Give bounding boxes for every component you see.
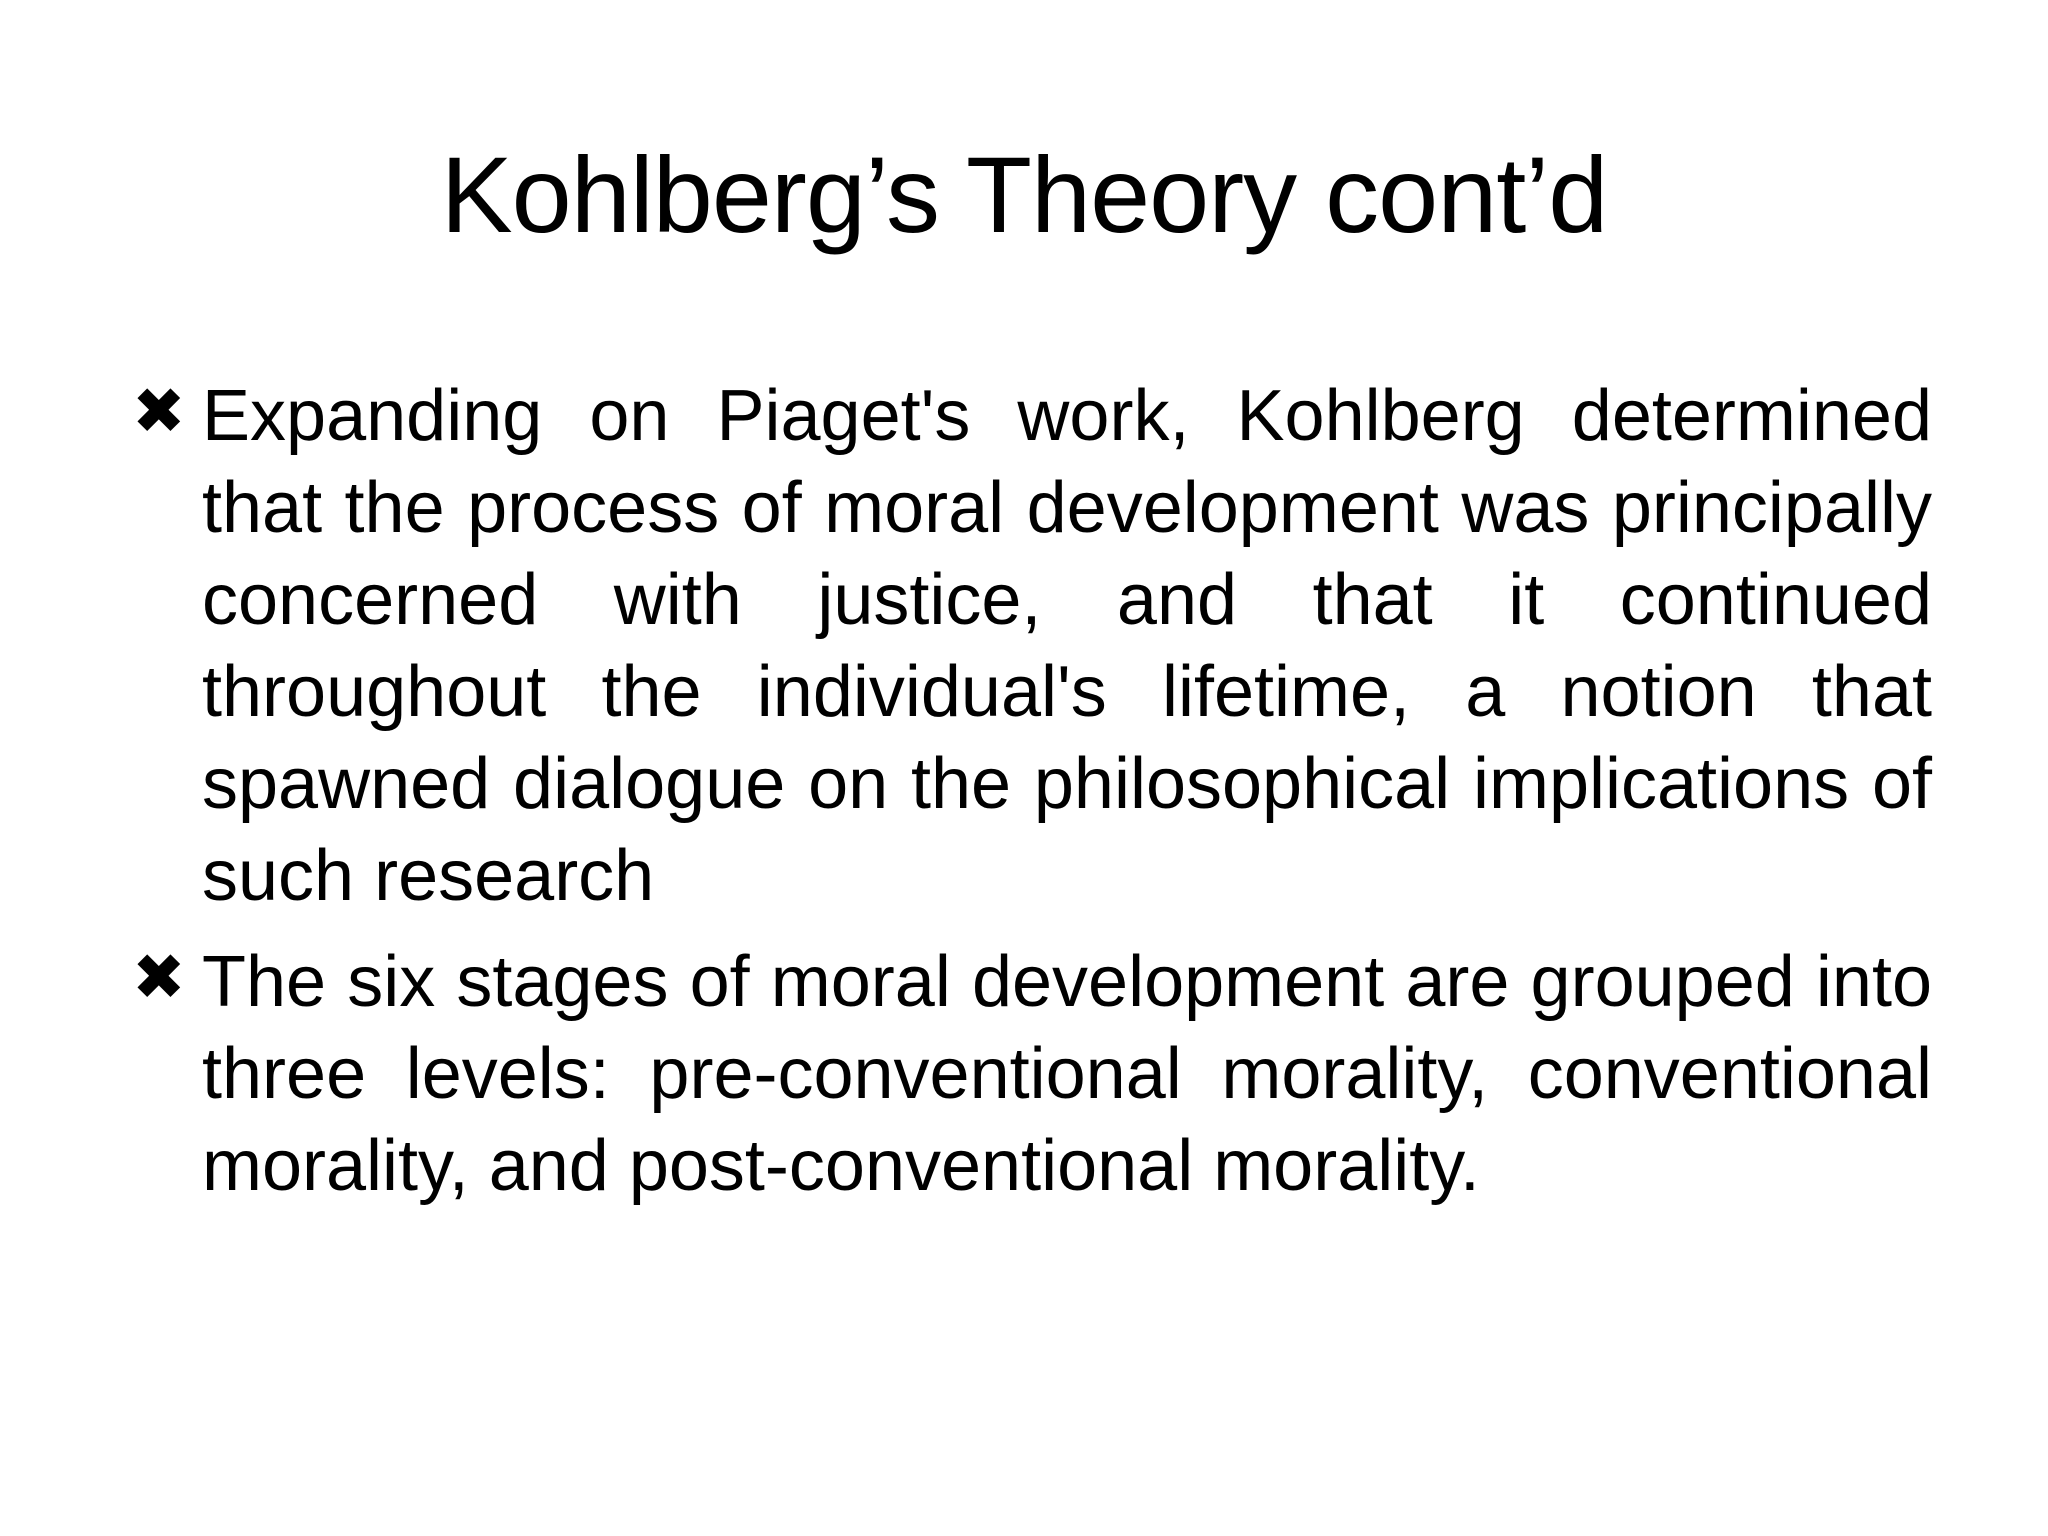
bullet-list: [132, 370, 1932, 1226]
bullet-text: The six stages of moral development are grouped into three levels: pre-conventional morality, conventional morality, and post-conventional morality.: [202, 942, 1932, 1206]
bullet-item: [132, 370, 1932, 922]
x-mark-icon: ✖: [132, 941, 186, 1015]
bullet-item: [132, 936, 1932, 1212]
bullet-text: Expanding on Piaget's work, Kohlberg determined that the process of moral development was principally concerned with justice, and that it continued throughout the individual's lifetime, a notion that spawned dialogue on the philosophical implications of such research: [202, 376, 1932, 916]
slide-title: Kohlberg’s Theory cont’d: [440, 134, 1608, 255]
x-mark-icon: ✖: [132, 375, 186, 449]
